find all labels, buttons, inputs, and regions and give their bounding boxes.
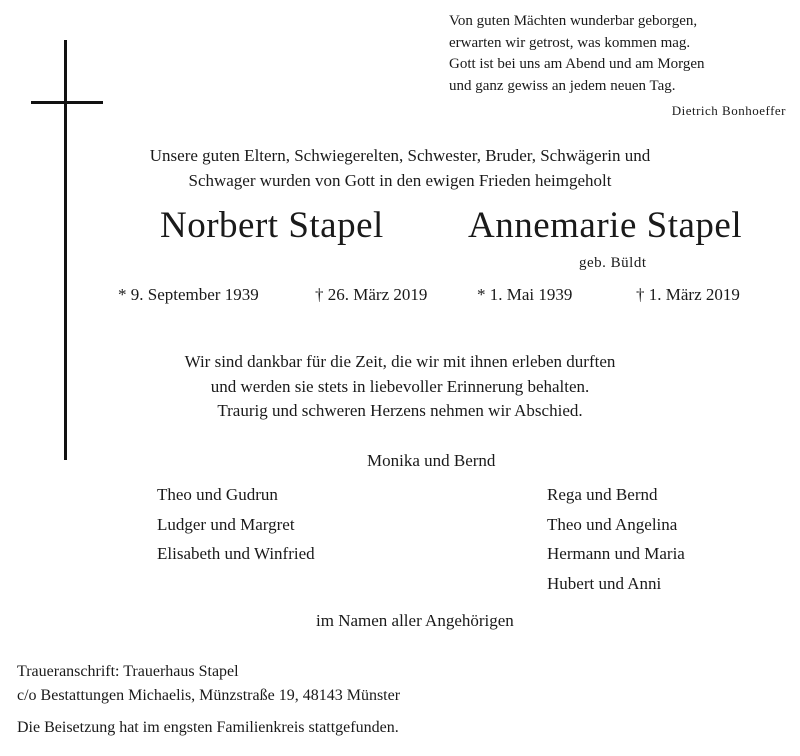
intro-line-2: Schwager wurden von Gott in den ewigen Frieden heimgeholt [188, 171, 612, 190]
mourner-left: Elisabeth und Winfried [157, 544, 315, 563]
mourner-right: Theo und Angelina [547, 515, 678, 534]
poem-line: Von guten Mächten wunderbar geborgen, [449, 13, 698, 29]
address-line-1: Traueranschrift: Trauerhaus Stapel [17, 663, 239, 680]
name-annemarie: Annemarie Stapel [468, 205, 743, 246]
birth-date-annemarie: * 1. Mai 1939 [477, 285, 573, 304]
poem-author: Dietrich Bonhoeffer [671, 103, 786, 118]
poem-line: und ganz gewiss an jedem neuen Tag. [449, 77, 676, 94]
poem-line: Gott ist bei uns am Abend und am Morgen [449, 56, 705, 72]
intro-line-1: Unsere guten Eltern, Schwiegerelten, Schwester, Bruder, Schwägerin und [149, 146, 651, 165]
name-norbert: Norbert Stapel [160, 205, 384, 246]
mourner-right: Hermann und Maria [547, 544, 685, 563]
burial-note: Die Beisetzung hat im engsten Familienkreis stattgefunden. [17, 719, 399, 736]
message-line-1: Wir sind dankbar für die Zeit, die wir mit ihnen erleben durften [184, 352, 616, 371]
death-date-norbert: † 26. März 2019 [315, 285, 428, 304]
mourner-right: Rega und Bernd [547, 485, 658, 504]
closing-line: im Namen aller Angehörigen [316, 611, 514, 630]
death-date-annemarie: † 1. März 2019 [636, 285, 740, 304]
address-line-2: c/o Bestattungen Michaelis, Münzstraße 19, 48143 Münster [17, 687, 401, 704]
mourner-right: Hubert und Anni [547, 574, 662, 593]
cross-icon-bar [31, 101, 103, 104]
maiden-name: geb. Büldt [579, 255, 647, 271]
message-line-3: Traurig und schweren Herzens nehmen wir Abschied. [217, 401, 583, 420]
poem-line: erwarten wir getrost, was kommen mag. [449, 34, 691, 51]
mourner-head: Monika und Bernd [367, 451, 496, 470]
poem [449, 11, 789, 97]
birth-date-norbert: * 9. September 1939 [118, 285, 259, 304]
mourner-left: Theo und Gudrun [157, 485, 278, 504]
message-line-2: und werden sie stets in liebevoller Erinnerung behalten. [210, 377, 590, 396]
mourner-left: Ludger und Margret [157, 515, 295, 534]
